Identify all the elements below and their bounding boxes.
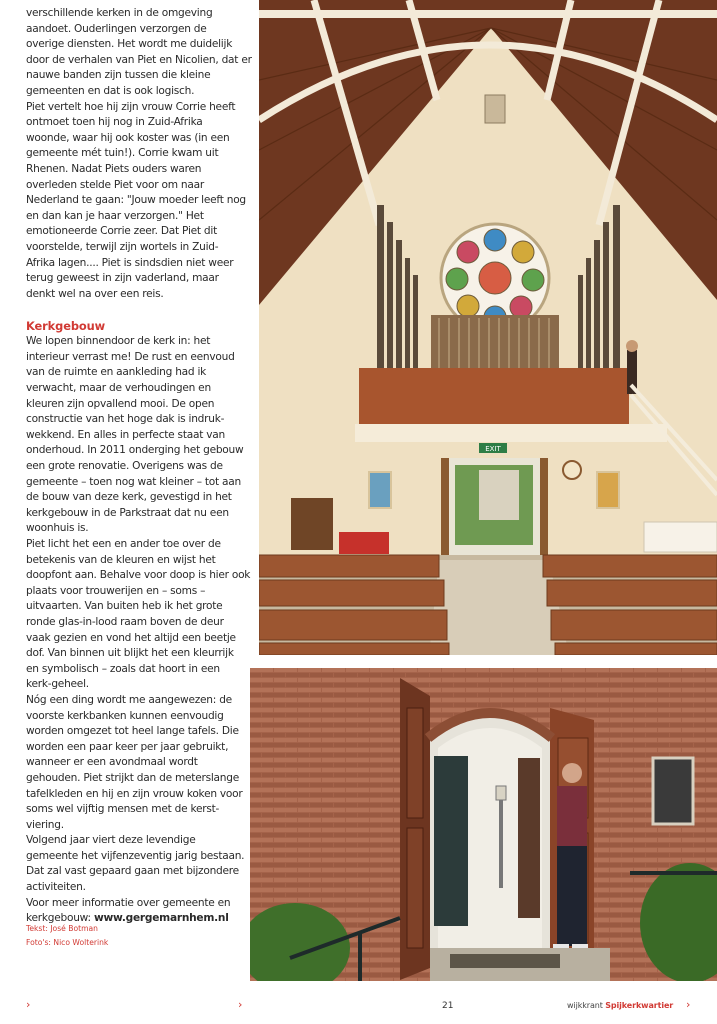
info-prefix: kerkgebouw: [26, 912, 94, 925]
article-line: Rhenen. Nadat Piets ouders waren [26, 162, 202, 175]
church-interior-photo [259, 0, 717, 655]
article-line: Piet vertelt hoe hij zijn vrouw Corrie heeft [26, 100, 236, 113]
article-line: en dan kan je haar verzorgen." Het [26, 209, 204, 222]
article-line: Afrika lagen.... Piet is sindsdien niet weer [26, 256, 234, 269]
article-line: voorste kerkbanken kunnen eenvoudig [26, 709, 224, 722]
article-line: de bouw van deze kerk, gevestigd in het [26, 491, 232, 504]
article-line: door de verhalen van Piet en Nicolien, dat er [26, 53, 252, 66]
credit-text: Tekst: José Botman [26, 924, 98, 933]
publication-brand [567, 1001, 673, 1010]
article-line: Piet licht het een en ander toe over de [26, 538, 221, 550]
article-line: en symbolisch – zoals dat hoort in een [26, 662, 220, 675]
footer-arrow-middle: › [238, 998, 243, 1011]
article-line: gemeente – toen nog wat kleiner – tot aan [26, 475, 241, 488]
info-line: Voor meer informatie over gemeente en [26, 896, 231, 909]
article-line: ontmoet toen hij nog in Zuid-Afrika [26, 116, 203, 129]
article-line: interieur verrast me! De rust en eenvoud [26, 350, 235, 363]
article-line: nauwe banden zijn tussen die kleine [26, 69, 211, 82]
article-line: tafelkleden en hij en zijn vrouw koken voor [26, 787, 243, 800]
article-line: worden omgezet tot heel lange tafels. Die [26, 725, 239, 738]
article-line: verschillende kerken in de omgeving [26, 7, 213, 19]
article-line: ronde glas-in-lood raam boven de deur [26, 615, 224, 628]
brand-name: Spijkerkwartier [605, 1001, 674, 1010]
article-line: Nederland te gaan: "Jouw moeder leeft nog [26, 194, 246, 207]
article-line: terug geweest in zijn vaderland, maar [26, 272, 219, 285]
article-lines-after [26, 334, 254, 895]
article-line: woonhuis is. [26, 522, 89, 535]
article-line: overige diensten. Het wordt me duidelijk [26, 38, 233, 51]
church-entrance-illustration [250, 668, 717, 981]
page-number: 21 [442, 1001, 454, 1011]
article-line: uitvaarten. Van buiten heb ik het grote [26, 600, 223, 613]
website-link[interactable]: www.gergemarnhem.nl [93, 912, 229, 925]
exit-sign-text: EXIT [485, 445, 501, 453]
article-line: vaak gezien en vond het altijd een beetje [26, 631, 236, 644]
article-line: constructie van het hoge dak is indruk- [26, 413, 225, 426]
article-line: emotioneerde Corrie zeer. Dat Piet dit [26, 225, 217, 238]
article-line: denkt wel na over een reis. [26, 287, 164, 300]
article-line: kerkgebouw in de Parkstraat dat nu een [26, 506, 229, 519]
article-line: We lopen binnendoor de kerk in: het [26, 335, 211, 348]
article-line: onderhoud. In 2011 onderging het gebouw [26, 444, 244, 457]
article-line: worden een paar keer per jaar gebruikt, [26, 740, 229, 753]
footer-arrow-right: › [686, 998, 691, 1011]
article-line: betekenis van de kleuren en wijst het [26, 553, 216, 566]
footer-arrow-left: › [26, 998, 31, 1011]
article-line: wekkend. En alles in perfecte staat van [26, 428, 225, 441]
article-line: kerk-geheel. [26, 678, 89, 691]
church-entrance-photo [250, 668, 717, 981]
article-line: verwacht, maar de verhoudingen en [26, 382, 211, 395]
article-line: Volgend jaar viert deze levendige [26, 834, 196, 847]
article-line: voorstelde, terwijl zijn wortels in Zuid- [26, 240, 219, 253]
article-line: overleden stelde Piet voor om naar [26, 178, 204, 191]
article-line: activiteiten. [26, 881, 86, 894]
article-line: woonde, waar hij ook koster was (in een [26, 131, 230, 144]
church-interior-illustration [259, 0, 717, 655]
article-line: wanneer er een avondmaal wordt [26, 756, 198, 769]
article-line: gemeente mét tuin!). Corrie kwam uit [26, 147, 219, 160]
credit-photos: Foto's: Nico Wolterink [26, 938, 109, 947]
article-line: doopfont aan. Behalve voor doop is hier ook [26, 569, 251, 582]
article-line: Dat zal vast gepaard gaan met bijzondere [26, 865, 239, 878]
article-line: plaats voor trouwerijen en – soms – [26, 584, 206, 597]
article-line: een grote renovatie. Overigens was de [26, 460, 223, 473]
article-line: gemeenten en dat is ook logisch. [26, 84, 195, 97]
article-lines-before [26, 6, 254, 302]
article-line: aandoet. Ouderlingen verzorgen de [26, 22, 207, 35]
article-column [26, 6, 254, 927]
section-heading: Kerkgebouw [26, 319, 106, 334]
article-line: dof. Van binnen uit blijkt het een kleurrijk [26, 647, 234, 660]
article-line: van de ruimte en aankleding had ik [26, 366, 207, 379]
credits [26, 922, 246, 950]
article-line: viering. [26, 818, 64, 831]
article-line: gemeente het vijfenzeventig jarig bestaan. [26, 849, 245, 862]
brand-prefix: wijkkrant [567, 1001, 606, 1010]
article-line: soms wel vijftig mensen met de kerst- [26, 803, 220, 816]
article-line: Nóg een ding wordt me aangewezen: de [26, 693, 232, 706]
article-line: kleuren zijn opvallend mooi. De open [26, 397, 215, 410]
article-line: gehouden. Piet strijkt dan de meterslange [26, 771, 239, 784]
